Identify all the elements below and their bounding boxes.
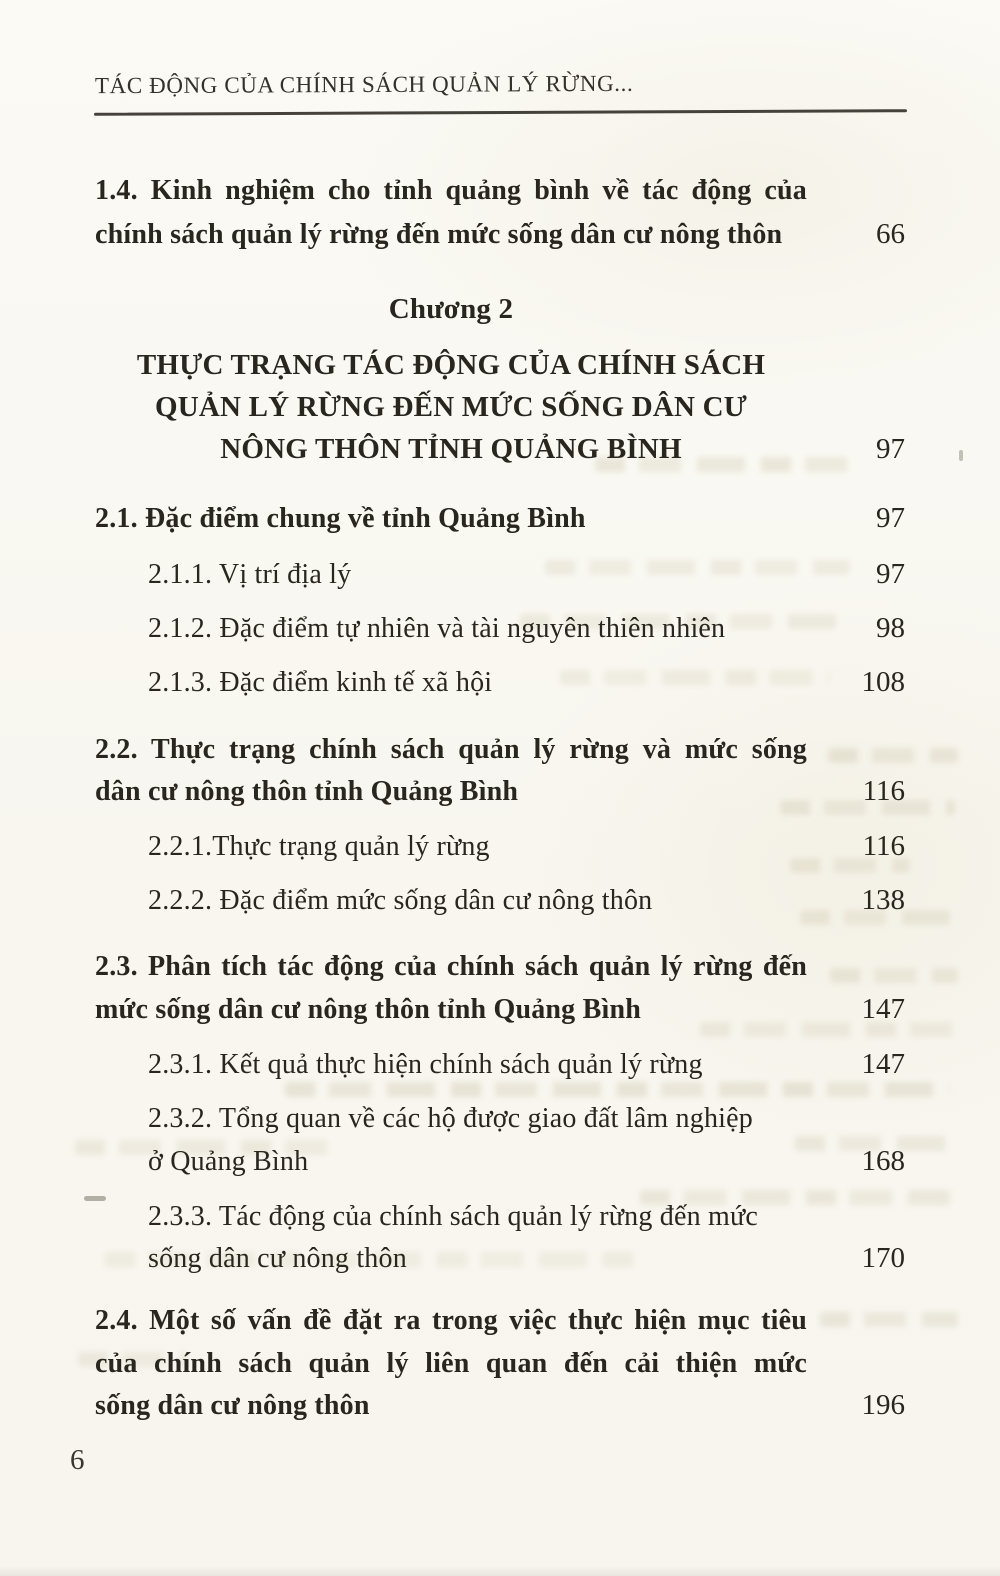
- toc-entry-text: 2.2.2. Đặc điểm mức sống dân cư nông thôn: [148, 885, 653, 916]
- toc-entry-2-2-line1: [95, 731, 905, 768]
- running-header: TÁC ĐỘNG CỦA CHÍNH SÁCH QUẢN LÝ RỪNG...: [94, 70, 634, 99]
- toc-page-number: 66: [876, 218, 905, 250]
- toc-page-number: 97: [876, 433, 905, 465]
- toc-entry-2-3-2-line1: [148, 1100, 905, 1137]
- toc-entry-2-2-line2: [95, 773, 905, 810]
- toc-entry-text: 2.3.3. Tác động của chính sách quản lý rừng đến mức: [148, 1201, 758, 1232]
- toc-entry-text: 2.1.3. Đặc điểm kinh tế xã hội: [148, 667, 493, 698]
- toc-page-number: 170: [861, 1242, 905, 1274]
- scan-speck-artifact: [959, 450, 963, 461]
- toc-entry-2-4-line2: [95, 1345, 905, 1382]
- toc-entry-text: 2.1.1. Vị trí địa lý: [148, 559, 352, 590]
- toc-entry-text: 2.3.1. Kết quả thực hiện chính sách quản lý rừng: [148, 1049, 703, 1080]
- toc-entry-2-4-line1: [95, 1302, 905, 1339]
- chapter-2-title-line1: [95, 347, 905, 384]
- toc-entry-text: 2.2. Thực trạng chính sách quản lý rừng và mức sống: [95, 734, 807, 765]
- scan-speck-artifact: [84, 1196, 106, 1201]
- toc-entry-text: 2.2.1.Thực trạng quản lý rừng: [148, 831, 490, 862]
- toc-page-number: 116: [862, 830, 905, 862]
- toc-page-number: 147: [861, 993, 905, 1025]
- chapter-title-text: THỰC TRẠNG TÁC ĐỘNG CỦA CHÍNH SÁCH: [136, 349, 766, 381]
- chapter-2-title-line3: [95, 431, 905, 468]
- toc-entry-text: chính sách quản lý rừng đến mức sống dân cư nông thôn: [95, 219, 783, 250]
- toc-entry-2-3-3-line2: [148, 1240, 905, 1277]
- toc-page-number: 196: [861, 1389, 905, 1421]
- toc-entry-1-4-line2: [95, 216, 905, 253]
- scan-edge-shadow: [0, 1566, 1000, 1576]
- toc-entry-text: 2.3.2. Tổng quan về các hộ được giao đất lâm nghiệp: [148, 1103, 753, 1134]
- toc-page-number: 97: [876, 558, 905, 590]
- chapter-title-text: QUẢN LÝ RỪNG ĐẾN MỨC SỐNG DÂN CƯ: [154, 391, 747, 423]
- toc-entry-2-1-1: [148, 556, 905, 593]
- toc-entry-text: mức sống dân cư nông thôn tỉnh Quảng Bình: [95, 994, 641, 1025]
- toc-page-number: 116: [862, 775, 905, 807]
- chapter-title-text: NÔNG THÔN TỈNH QUẢNG BÌNH: [220, 433, 682, 465]
- toc-entry-2-1-2: [148, 610, 905, 647]
- toc-entry-2-2-2: [148, 882, 905, 919]
- toc-page-number: 138: [861, 884, 905, 916]
- toc-page-number: 98: [876, 612, 905, 644]
- toc-entry-2-3-2-line2: [148, 1143, 905, 1180]
- toc-entry-2-3-1: [148, 1046, 905, 1083]
- toc-entry-text: sống dân cư nông thôn: [95, 1390, 370, 1421]
- toc-entry-2-1-3: [148, 664, 905, 701]
- toc-page-number: 147: [861, 1048, 905, 1080]
- folio-page-number: 6: [70, 1444, 85, 1476]
- toc-entry-2-2-1: [148, 828, 905, 865]
- toc-page-number: 97: [876, 502, 905, 534]
- toc-page-number: 168: [861, 1145, 905, 1177]
- bleed-through-artifact: [285, 1082, 950, 1097]
- toc-entry-2-1: [95, 500, 905, 537]
- header-rule: [94, 109, 907, 116]
- toc-entry-text: dân cư nông thôn tỉnh Quảng Bình: [95, 776, 519, 807]
- toc-entry-text: ở Quảng Bình: [148, 1146, 309, 1177]
- chapter-2-title-line2: [95, 389, 905, 426]
- toc-entry-2-4-line3: [95, 1387, 905, 1424]
- toc-entry-2-3-3-line1: [148, 1198, 905, 1235]
- toc-entry-text: 2.4. Một số vấn đề đặt ra trong việc thực hiện mục tiêu: [95, 1305, 807, 1336]
- toc-entry-text: sống dân cư nông thôn: [148, 1243, 407, 1274]
- chapter-label: Chương 2: [388, 293, 514, 325]
- toc-entry-text: 2.1. Đặc điểm chung về tỉnh Quảng Bình: [95, 503, 586, 534]
- toc-entry-2-3-line2: [95, 991, 905, 1028]
- toc-entry-text: 2.1.2. Đặc điểm tự nhiên và tài nguyên thiên nhiên: [148, 613, 726, 644]
- toc-entry-1-4-line1: [95, 172, 905, 209]
- toc-entry-text: 1.4. Kinh nghiệm cho tỉnh quảng bình về tác động của: [95, 175, 807, 206]
- toc-entry-2-3-line1: [95, 948, 905, 985]
- toc-entry-text: 2.3. Phân tích tác động của chính sách quản lý rừng đến: [95, 951, 807, 982]
- toc-page-number: 108: [861, 666, 905, 698]
- chapter-2-label-row: [95, 291, 905, 328]
- toc-entry-text: của chính sách quản lý liên quan đến cải thiện mức: [95, 1348, 807, 1379]
